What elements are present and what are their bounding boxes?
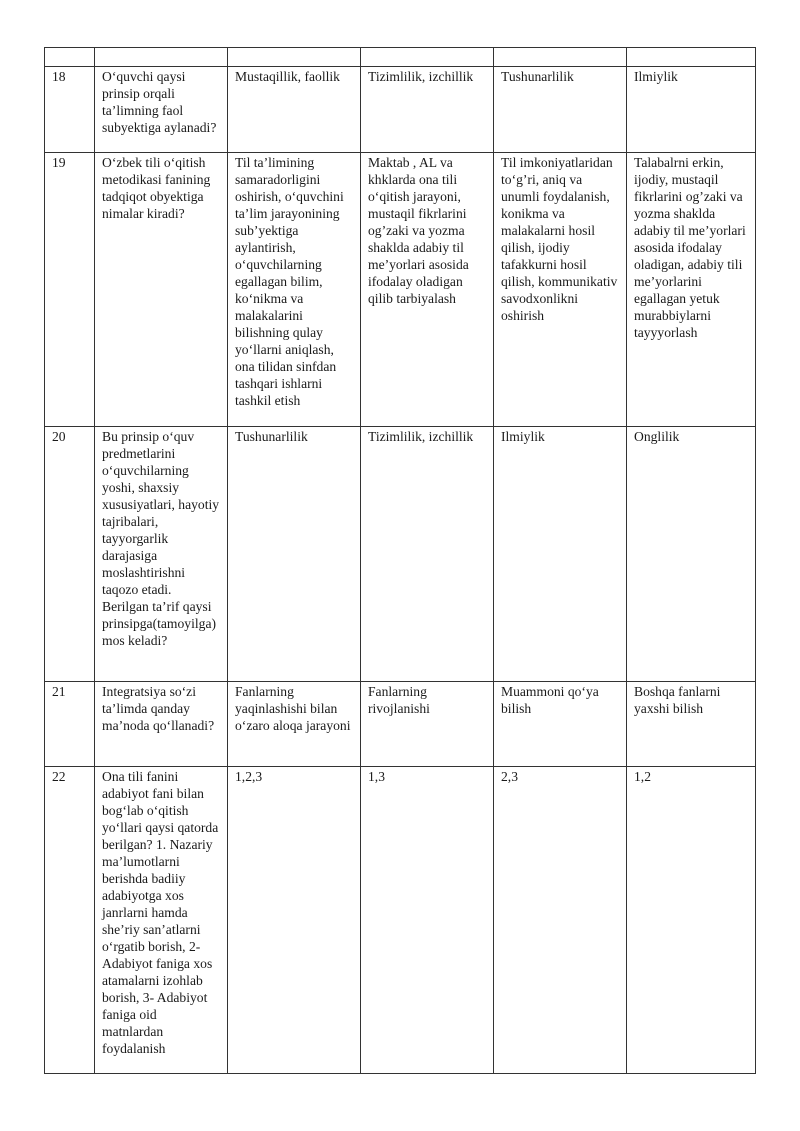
row-number: 18 [45, 67, 95, 153]
question-text: O‘quvchi qaysi prinsip orqali ta’limning faol subyektiga aylanadi? [95, 67, 228, 153]
option-b: Fanlarning rivojlanishi [361, 682, 494, 767]
questions-table [44, 47, 756, 1074]
question-text: Integratsiya so‘zi ta’limda qanday ma’noda qo‘llanadi? [95, 682, 228, 767]
option-a: Til ta’limining samaradorligini oshirish, o‘quvchini ta’lim jarayonining sub’yektiga aylantirish, o‘quvchilarning egallagan bilim, ko‘nikma va malakalarini bilishning qulay yo‘llarni aniqlash, ona tilidan sinfdan tashqari ishlarni tashkil etish [228, 153, 361, 427]
option-c: Ilmiylik [494, 427, 627, 682]
row-number: 19 [45, 153, 95, 427]
option-a: Fanlarning yaqinlashishi bilan o‘zaro aloqa jarayoni [228, 682, 361, 767]
option-b: Maktab , AL va khklarda ona tili o‘qitish jarayoni, mustaqil fikrlarini og’zaki va yozma shaklda adabiy til me’yorlari asosida ifodalay oladigan qilib tarbiyalash [361, 153, 494, 427]
option-d: 1,2 [627, 767, 756, 1074]
option-d: Onglilik [627, 427, 756, 682]
option-d: Talabalrni erkin, ijodiy, mustaqil fikrlarini og’zaki va yozma shaklda adabiy til me’yorlari asosida ifodalay oladigan, adabiy tili me’yorlarini egallagan yetuk murabbiylarni tayyyorlash [627, 153, 756, 427]
table-row [45, 767, 756, 1074]
option-c: Muammoni qo‘ya bilish [494, 682, 627, 767]
question-text: Bu prinsip o‘quv predmetlarini o‘quvchilarning yoshi, shaxsiy xususiyatlari, hayotiy tajribalari, tayyorgarlik darajasiga moslashtirishni taqozo etadi. Berilgan ta’rif qaysi prinsipga(tamoyilga) mos keladi? [95, 427, 228, 682]
table-row [45, 682, 756, 767]
row-number: 20 [45, 427, 95, 682]
option-b: 1,3 [361, 767, 494, 1074]
empty-header-row [45, 48, 756, 67]
option-a: Tushunarlilik [228, 427, 361, 682]
option-d: Ilmiylik [627, 67, 756, 153]
option-d: Boshqa fanlarni yaxshi bilish [627, 682, 756, 767]
table-row [45, 153, 756, 427]
option-c: Til imkoniyatlaridan to‘g’ri, aniq va unumli foydalanish, konikma va malakalarni hosil qilish, ijodiy tafakkurni hosil qilish, kommunikativ savodxonlikni oshirish [494, 153, 627, 427]
option-a: 1,2,3 [228, 767, 361, 1074]
option-c: Tushunarlilik [494, 67, 627, 153]
option-b: Tizimlilik, izchillik [361, 67, 494, 153]
table-row [45, 67, 756, 153]
question-text: Ona tili fanini adabiyot fani bilan bog‘lab o‘qitish yo‘llari qaysi qatorda berilgan? 1. Nazariy ma’lumotlarni berishda badiiy adabiyotga xos janrlarni hamda she’riy san’atlarni o‘rgatib borish, 2- Adabiyot faniga xos atamalarni izohlab borish, 3- Adabiyot faniga oid matnlardan foydalanish [95, 767, 228, 1074]
option-c: 2,3 [494, 767, 627, 1074]
question-text: O‘zbek tili o‘qitish metodikasi fanining tadqiqot obyektiga nimalar kiradi? [95, 153, 228, 427]
row-number: 22 [45, 767, 95, 1074]
option-a: Mustaqillik, faollik [228, 67, 361, 153]
option-b: Tizimlilik, izchillik [361, 427, 494, 682]
row-number: 21 [45, 682, 95, 767]
table-row [45, 427, 756, 682]
